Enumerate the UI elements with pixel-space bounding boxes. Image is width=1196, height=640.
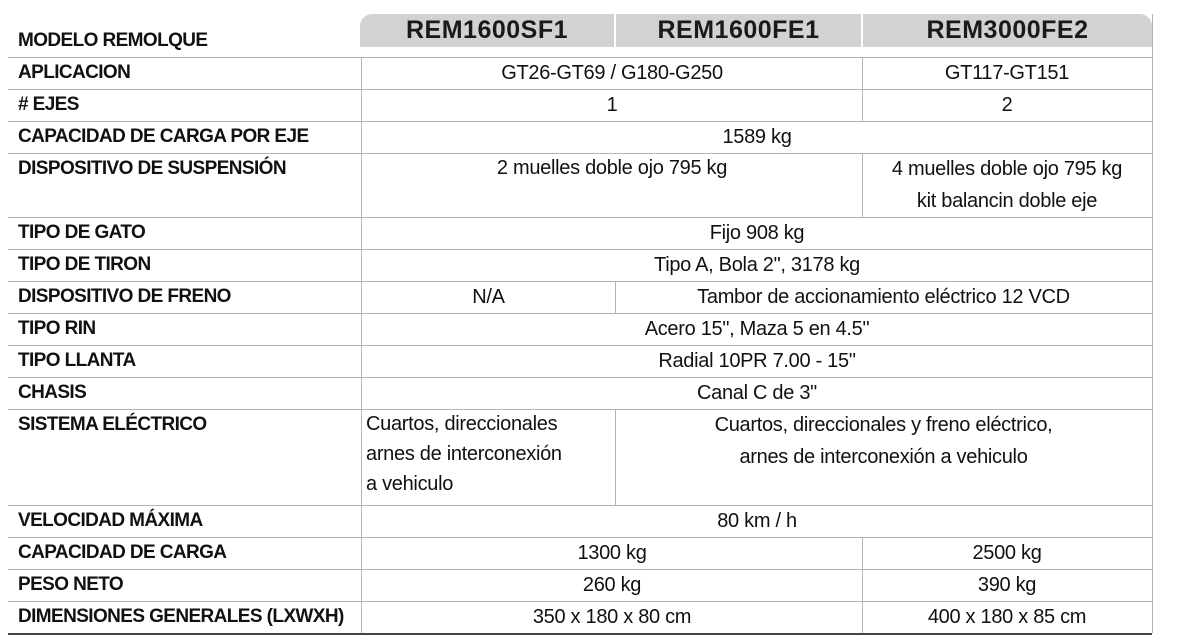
grid-line bbox=[8, 249, 1152, 250]
row-label-gato: TIPO DE GATO bbox=[18, 222, 146, 243]
value-suspension-3-line1: 4 muelles doble ojo 795 kg bbox=[891, 158, 1123, 180]
bottom-rule bbox=[8, 633, 1152, 635]
grid-divider bbox=[361, 57, 362, 633]
grid-line bbox=[8, 537, 1152, 538]
model-header-rem3000fe2: REM3000FE2 bbox=[863, 14, 1152, 47]
value-electrico-1-line3: a vehiculo bbox=[366, 473, 454, 495]
row-label-llanta: TIPO LLANTA bbox=[18, 350, 136, 371]
value-capacidad-eje: 1589 kg bbox=[722, 125, 792, 148]
value-electrico-23-line2: arnes de interconexión a vehiculo bbox=[739, 446, 1028, 468]
value-electrico-1-line1: Cuartos, direccionales bbox=[366, 413, 558, 435]
row-label-freno: DISPOSITIVO DE FRENO bbox=[18, 286, 231, 307]
model-header-rem1600fe1: REM1600FE1 bbox=[616, 14, 861, 47]
value-chasis: Canal C de 3" bbox=[697, 381, 817, 404]
grid-line bbox=[8, 153, 1152, 154]
grid-line bbox=[8, 313, 1152, 314]
value-capacidad-3: 2500 kg bbox=[972, 541, 1042, 564]
row-label-ejes: # EJES bbox=[18, 94, 79, 115]
grid-line bbox=[8, 569, 1152, 570]
value-dimensiones-3: 400 x 180 x 85 cm bbox=[927, 605, 1087, 628]
value-peso-12: 260 kg bbox=[582, 573, 642, 596]
grid-line bbox=[8, 89, 1152, 90]
value-freno-1: N/A bbox=[472, 285, 505, 308]
grid-line bbox=[8, 601, 1152, 602]
value-freno-23: Tambor de accionamiento eléctrico 12 VCD bbox=[697, 285, 1070, 308]
value-ejes-3: 2 bbox=[1001, 93, 1013, 116]
grid-divider bbox=[615, 281, 616, 313]
row-label-tiron: TIPO DE TIRON bbox=[18, 254, 151, 275]
value-peso-3: 390 kg bbox=[977, 573, 1037, 596]
value-aplicacion-12: GT26-GT69 / G180-G250 bbox=[501, 61, 723, 84]
value-suspension-3-line2: kit balancin doble eje bbox=[916, 190, 1098, 212]
value-ejes-12: 1 bbox=[606, 93, 618, 116]
row-label-peso: PESO NETO bbox=[18, 574, 124, 595]
row-label-capacidad-eje: CAPACIDAD DE CARGA POR EJE bbox=[18, 126, 309, 147]
value-suspension-12: 2 muelles doble ojo 795 kg bbox=[496, 157, 728, 179]
value-electrico-1-line2: arnes de interconexión bbox=[366, 443, 562, 465]
grid-line bbox=[8, 505, 1152, 506]
grid-divider bbox=[1152, 14, 1153, 633]
grid-divider bbox=[615, 409, 616, 505]
value-rin: Acero 15", Maza 5 en 4.5" bbox=[644, 317, 870, 340]
grid-line bbox=[8, 409, 1152, 410]
grid-line bbox=[8, 345, 1152, 346]
value-velocidad: 80 km / h bbox=[717, 509, 797, 532]
grid-line bbox=[8, 57, 1152, 58]
row-label-suspension: DISPOSITIVO DE SUSPENSIÓN bbox=[18, 158, 286, 179]
value-electrico-23-line1: Cuartos, direccionales y freno eléctrico, bbox=[714, 414, 1053, 436]
value-gato: Fijo 908 kg bbox=[709, 221, 805, 244]
value-electrico-1 bbox=[362, 409, 615, 505]
row-label-electrico: SISTEMA ELÉCTRICO bbox=[18, 414, 207, 435]
grid-line bbox=[8, 121, 1152, 122]
value-aplicacion-3: GT117-GT151 bbox=[944, 61, 1070, 84]
grid-divider bbox=[862, 57, 863, 121]
row-label-velocidad: VELOCIDAD MÁXIMA bbox=[18, 510, 203, 531]
grid-line bbox=[8, 377, 1152, 378]
row-label-capacidad: CAPACIDAD DE CARGA bbox=[18, 542, 227, 563]
row-label-chasis: CHASIS bbox=[18, 382, 87, 403]
row-label-aplicacion: APLICACION bbox=[18, 62, 131, 83]
value-tiron: Tipo A, Bola 2", 3178 kg bbox=[654, 253, 860, 276]
grid-divider bbox=[862, 153, 863, 217]
value-llanta: Radial 10PR 7.00 - 15" bbox=[658, 349, 856, 372]
row-label-dimensiones: DIMENSIONES GENERALES (LXWXH) bbox=[18, 606, 344, 627]
grid-line bbox=[8, 217, 1152, 218]
row-label-rin: TIPO RIN bbox=[18, 318, 96, 339]
header-label: MODELO REMOLQUE bbox=[18, 30, 208, 51]
value-capacidad-12: 1300 kg bbox=[577, 541, 647, 564]
model-header-rem1600sf1: REM1600SF1 bbox=[360, 14, 614, 47]
grid-line bbox=[8, 281, 1152, 282]
value-dimensiones-12: 350 x 180 x 80 cm bbox=[532, 605, 692, 628]
grid-divider bbox=[862, 537, 863, 633]
value-suspension-3 bbox=[862, 153, 1152, 217]
value-electrico-23 bbox=[615, 409, 1152, 473]
